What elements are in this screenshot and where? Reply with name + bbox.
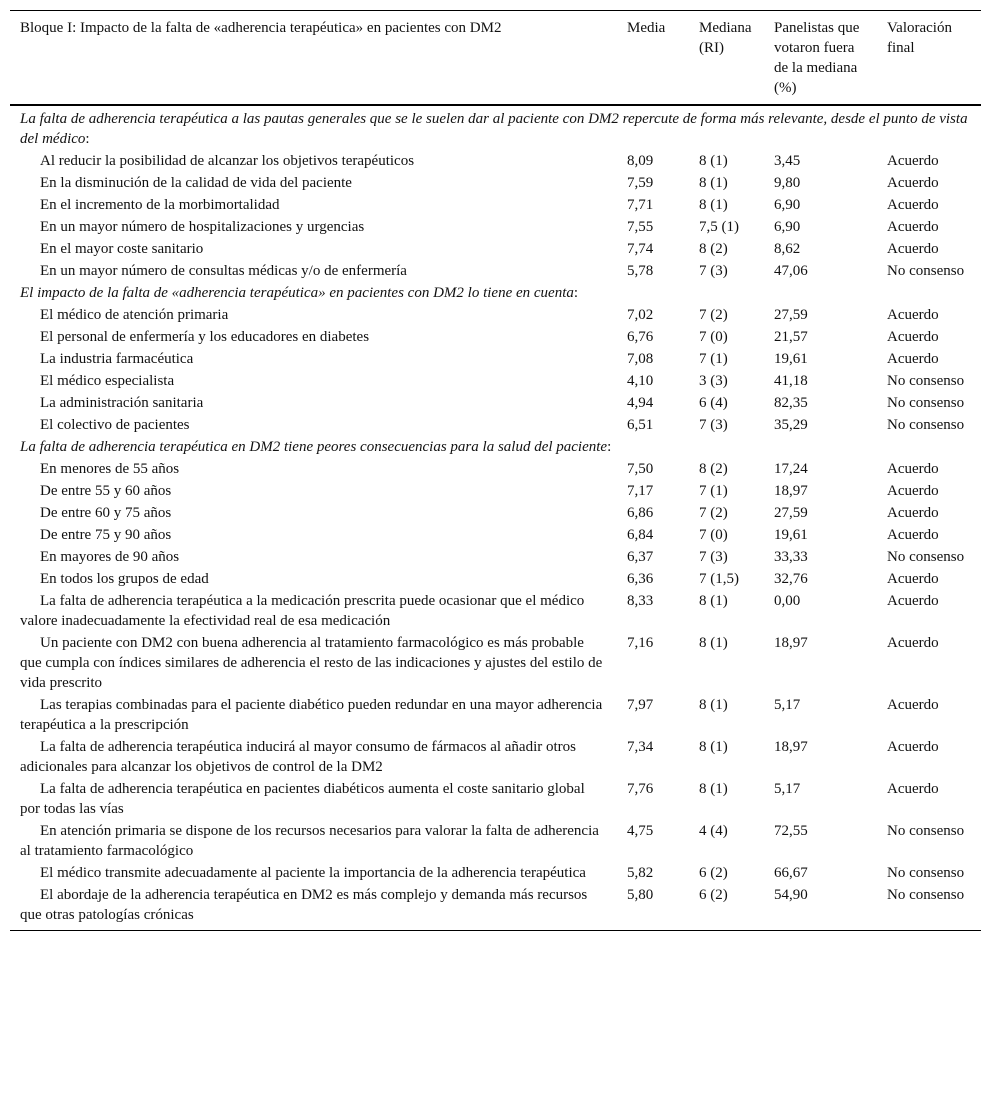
row-valoracion: Acuerdo xyxy=(887,635,939,651)
row-valoracion: Acuerdo xyxy=(887,307,939,323)
table-row xyxy=(10,736,981,778)
row-panelistas: 18,97 xyxy=(774,483,808,499)
table-header xyxy=(10,11,981,106)
table-row xyxy=(10,238,981,260)
table-row xyxy=(10,150,981,172)
row-panelistas: 6,90 xyxy=(774,219,801,235)
row-label: El personal de enfermería y los educadores en diabetes xyxy=(40,329,370,345)
table-row xyxy=(10,820,981,862)
row-panelistas: 35,29 xyxy=(774,417,808,433)
row-mediana: 4 (4) xyxy=(699,823,728,839)
row-media: 8,33 xyxy=(627,593,654,609)
table-row xyxy=(10,260,981,282)
row-label: En la disminución de la calidad de vida del paciente xyxy=(40,175,352,191)
table-row xyxy=(10,568,981,590)
row-mediana: 7 (2) xyxy=(699,505,728,521)
row-valoracion: Acuerdo xyxy=(887,461,939,477)
table-row xyxy=(10,458,981,480)
row-media: 7,59 xyxy=(627,175,654,191)
row-media: 6,76 xyxy=(627,329,654,345)
row-valoracion: Acuerdo xyxy=(887,219,939,235)
table-row xyxy=(10,414,981,436)
row-mediana: 3 (3) xyxy=(699,373,728,389)
row-valoracion: Acuerdo xyxy=(887,153,939,169)
row-mediana: 7,5 (1) xyxy=(699,219,739,235)
row-label: De entre 60 y 75 años xyxy=(40,505,172,521)
row-mediana: 7 (1,5) xyxy=(699,571,739,587)
row-media: 7,50 xyxy=(627,461,654,477)
row-media: 7,17 xyxy=(627,483,654,499)
row-label: En el mayor coste sanitario xyxy=(40,241,204,257)
section-heading xyxy=(10,436,981,458)
table-row xyxy=(10,348,981,370)
row-panelistas: 41,18 xyxy=(774,373,808,389)
table-row xyxy=(10,502,981,524)
row-panelistas: 5,17 xyxy=(774,697,801,713)
section-title: La falta de adherencia terapéutica a las pautas generales que se le suelen dar al paciente con DM2 repercute de forma más relevante, desde el punto de vista del médico xyxy=(20,111,968,147)
table-row xyxy=(10,392,981,414)
row-media: 4,94 xyxy=(627,395,654,411)
table-row xyxy=(10,862,981,884)
row-media: 7,02 xyxy=(627,307,654,323)
table-row xyxy=(10,546,981,568)
row-valoracion: Acuerdo xyxy=(887,739,939,755)
row-mediana: 7 (3) xyxy=(699,263,728,279)
row-label: La industria farmacéutica xyxy=(40,351,194,367)
row-label: De entre 75 y 90 años xyxy=(40,527,172,543)
row-label: El médico de atención primaria xyxy=(40,307,229,323)
row-label: La administración sanitaria xyxy=(40,395,204,411)
row-label: El médico especialista xyxy=(40,373,175,389)
row-panelistas: 18,97 xyxy=(774,739,808,755)
row-valoracion: No consenso xyxy=(887,865,965,881)
row-valoracion: No consenso xyxy=(887,823,965,839)
row-valoracion: No consenso xyxy=(887,887,965,903)
section-heading xyxy=(10,282,981,304)
row-valoracion: No consenso xyxy=(887,417,965,433)
row-mediana: 8 (1) xyxy=(699,593,728,609)
row-media: 7,16 xyxy=(627,635,654,651)
row-label: La falta de adherencia terapéutica a la medicación prescrita puede ocasionar que el médico valore inadecuadamente la efectividad real de esa medicación xyxy=(20,593,585,629)
row-media: 7,08 xyxy=(627,351,654,367)
row-panelistas: 72,55 xyxy=(774,823,808,839)
table-row xyxy=(10,524,981,546)
row-valoracion: Acuerdo xyxy=(887,483,939,499)
table-row xyxy=(10,172,981,194)
row-panelistas: 33,33 xyxy=(774,549,808,565)
row-media: 6,51 xyxy=(627,417,654,433)
section-heading-row xyxy=(10,105,981,150)
table-row xyxy=(10,216,981,238)
row-valoracion: Acuerdo xyxy=(887,329,939,345)
row-media: 7,71 xyxy=(627,197,654,213)
header-row xyxy=(10,11,981,106)
row-label: En mayores de 90 años xyxy=(40,549,180,565)
row-media: 5,80 xyxy=(627,887,654,903)
row-label: En un mayor número de consultas médicas y/o de enfermería xyxy=(40,263,407,279)
header-media: Media xyxy=(627,20,666,36)
row-valoracion: Acuerdo xyxy=(887,351,939,367)
row-media: 6,36 xyxy=(627,571,654,587)
row-panelistas: 54,90 xyxy=(774,887,808,903)
row-panelistas: 8,62 xyxy=(774,241,801,257)
table-body xyxy=(10,105,981,931)
section-heading xyxy=(10,105,981,150)
row-valoracion: Acuerdo xyxy=(887,697,939,713)
table-row xyxy=(10,326,981,348)
row-label: En menores de 55 años xyxy=(40,461,180,477)
row-mediana: 8 (1) xyxy=(699,739,728,755)
row-valoracion: Acuerdo xyxy=(887,781,939,797)
row-mediana: 6 (4) xyxy=(699,395,728,411)
row-mediana: 8 (1) xyxy=(699,635,728,651)
row-label: En el incremento de la morbimortalidad xyxy=(40,197,280,213)
row-media: 6,37 xyxy=(627,549,654,565)
row-label: Un paciente con DM2 con buena adherencia al tratamiento farmacológico es más probable que cumpla con índices similares de adherencia el resto de las indicaciones y ajustes del estilo de vida prescrito xyxy=(20,635,603,691)
table-row xyxy=(10,590,981,632)
header-mediana: Mediana (RI) xyxy=(699,20,752,56)
row-label: El abordaje de la adherencia terapéutica en DM2 es más complejo y demanda más recursos que otras patologías crónicas xyxy=(20,887,588,923)
row-mediana: 8 (2) xyxy=(699,241,728,257)
row-mediana: 6 (2) xyxy=(699,887,728,903)
table-row xyxy=(10,480,981,502)
row-mediana: 7 (1) xyxy=(699,351,728,367)
row-mediana: 7 (3) xyxy=(699,417,728,433)
table-row xyxy=(10,884,981,931)
table-row xyxy=(10,778,981,820)
row-media: 7,34 xyxy=(627,739,654,755)
table-row xyxy=(10,694,981,736)
row-panelistas: 19,61 xyxy=(774,351,808,367)
section-colon: : xyxy=(573,285,579,301)
row-panelistas: 18,97 xyxy=(774,635,808,651)
row-panelistas: 27,59 xyxy=(774,307,808,323)
row-media: 6,86 xyxy=(627,505,654,521)
row-valoracion: Acuerdo xyxy=(887,593,939,609)
row-mediana: 8 (2) xyxy=(699,461,728,477)
row-label: En atención primaria se dispone de los recursos necesarios para valorar la falta de adherencia al tratamiento farmacológico xyxy=(20,823,599,859)
row-panelistas: 32,76 xyxy=(774,571,808,587)
section-heading-row xyxy=(10,436,981,458)
row-media: 7,55 xyxy=(627,219,654,235)
row-panelistas: 47,06 xyxy=(774,263,808,279)
row-media: 4,10 xyxy=(627,373,654,389)
row-mediana: 8 (1) xyxy=(699,781,728,797)
row-media: 8,09 xyxy=(627,153,654,169)
row-mediana: 7 (1) xyxy=(699,483,728,499)
row-mediana: 7 (0) xyxy=(699,329,728,345)
row-panelistas: 17,24 xyxy=(774,461,808,477)
row-valoracion: Acuerdo xyxy=(887,175,939,191)
row-panelistas: 9,80 xyxy=(774,175,801,191)
row-valoracion: Acuerdo xyxy=(887,571,939,587)
row-panelistas: 21,57 xyxy=(774,329,808,345)
row-label: Al reducir la posibilidad de alcanzar los objetivos terapéuticos xyxy=(40,153,415,169)
table-row xyxy=(10,194,981,216)
row-mediana: 8 (1) xyxy=(699,175,728,191)
header-block-title: Bloque I: Impacto de la falta de «adherencia terapéutica» en pacientes con DM2 xyxy=(20,20,502,36)
row-media: 7,74 xyxy=(627,241,654,257)
row-panelistas: 6,90 xyxy=(774,197,801,213)
row-media: 6,84 xyxy=(627,527,654,543)
table-row xyxy=(10,632,981,694)
section-colon: : xyxy=(85,131,90,147)
row-panelistas: 3,45 xyxy=(774,153,801,169)
row-valoracion: No consenso xyxy=(887,263,965,279)
row-media: 7,97 xyxy=(627,697,654,713)
row-media: 5,82 xyxy=(627,865,654,881)
table-row xyxy=(10,370,981,392)
row-media: 4,75 xyxy=(627,823,654,839)
table-row xyxy=(10,304,981,326)
row-panelistas: 5,17 xyxy=(774,781,801,797)
section-title: La falta de adherencia terapéutica en DM2 tiene peores consecuencias para la salud del paciente xyxy=(20,439,608,455)
row-valoracion: No consenso xyxy=(887,373,965,389)
row-valoracion: Acuerdo xyxy=(887,527,939,543)
section-colon: : xyxy=(607,439,612,455)
row-mediana: 8 (1) xyxy=(699,153,728,169)
row-panelistas: 0,00 xyxy=(774,593,801,609)
row-mediana: 7 (0) xyxy=(699,527,728,543)
row-panelistas: 19,61 xyxy=(774,527,808,543)
row-panelistas: 66,67 xyxy=(774,865,808,881)
row-panelistas: 82,35 xyxy=(774,395,808,411)
row-mediana: 7 (2) xyxy=(699,307,728,323)
row-label: En todos los grupos de edad xyxy=(40,571,209,587)
row-valoracion: No consenso xyxy=(887,549,965,565)
row-mediana: 7 (3) xyxy=(699,549,728,565)
row-mediana: 8 (1) xyxy=(699,697,728,713)
row-media: 5,78 xyxy=(627,263,654,279)
row-valoracion: Acuerdo xyxy=(887,505,939,521)
row-mediana: 6 (2) xyxy=(699,865,728,881)
table-container xyxy=(10,10,981,931)
row-mediana: 8 (1) xyxy=(699,197,728,213)
row-label: El colectivo de pacientes xyxy=(40,417,190,433)
delphi-results-table xyxy=(10,10,981,931)
header-valoracion: Valoración final xyxy=(887,20,952,56)
row-label: La falta de adherencia terapéutica en pacientes diabéticos aumenta el coste sanitario global por todas las vías xyxy=(20,781,585,817)
row-label: El médico transmite adecuadamente al paciente la importancia de la adherencia terapéutica xyxy=(40,865,586,881)
row-media: 7,76 xyxy=(627,781,654,797)
row-label: La falta de adherencia terapéutica inducirá al mayor consumo de fármacos al añadir otros adicionales para alcanzar los objetivos de control de la DM2 xyxy=(20,739,576,775)
row-valoracion: Acuerdo xyxy=(887,241,939,257)
section-title: El impacto de la falta de «adherencia terapéutica» en pacientes con DM2 lo tiene en cuenta xyxy=(20,285,574,301)
row-panelistas: 27,59 xyxy=(774,505,808,521)
row-label: En un mayor número de hospitalizaciones y urgencias xyxy=(40,219,365,235)
row-label: Las terapias combinadas para el paciente diabético pueden redundar en una mayor adherencia terapéutica a la prescripción xyxy=(20,697,603,733)
row-valoracion: Acuerdo xyxy=(887,197,939,213)
row-valoracion: No consenso xyxy=(887,395,965,411)
header-panelistas: Panelistas que votaron fuera de la mediana (%) xyxy=(774,20,860,96)
section-heading-row xyxy=(10,282,981,304)
row-label: De entre 55 y 60 años xyxy=(40,483,172,499)
